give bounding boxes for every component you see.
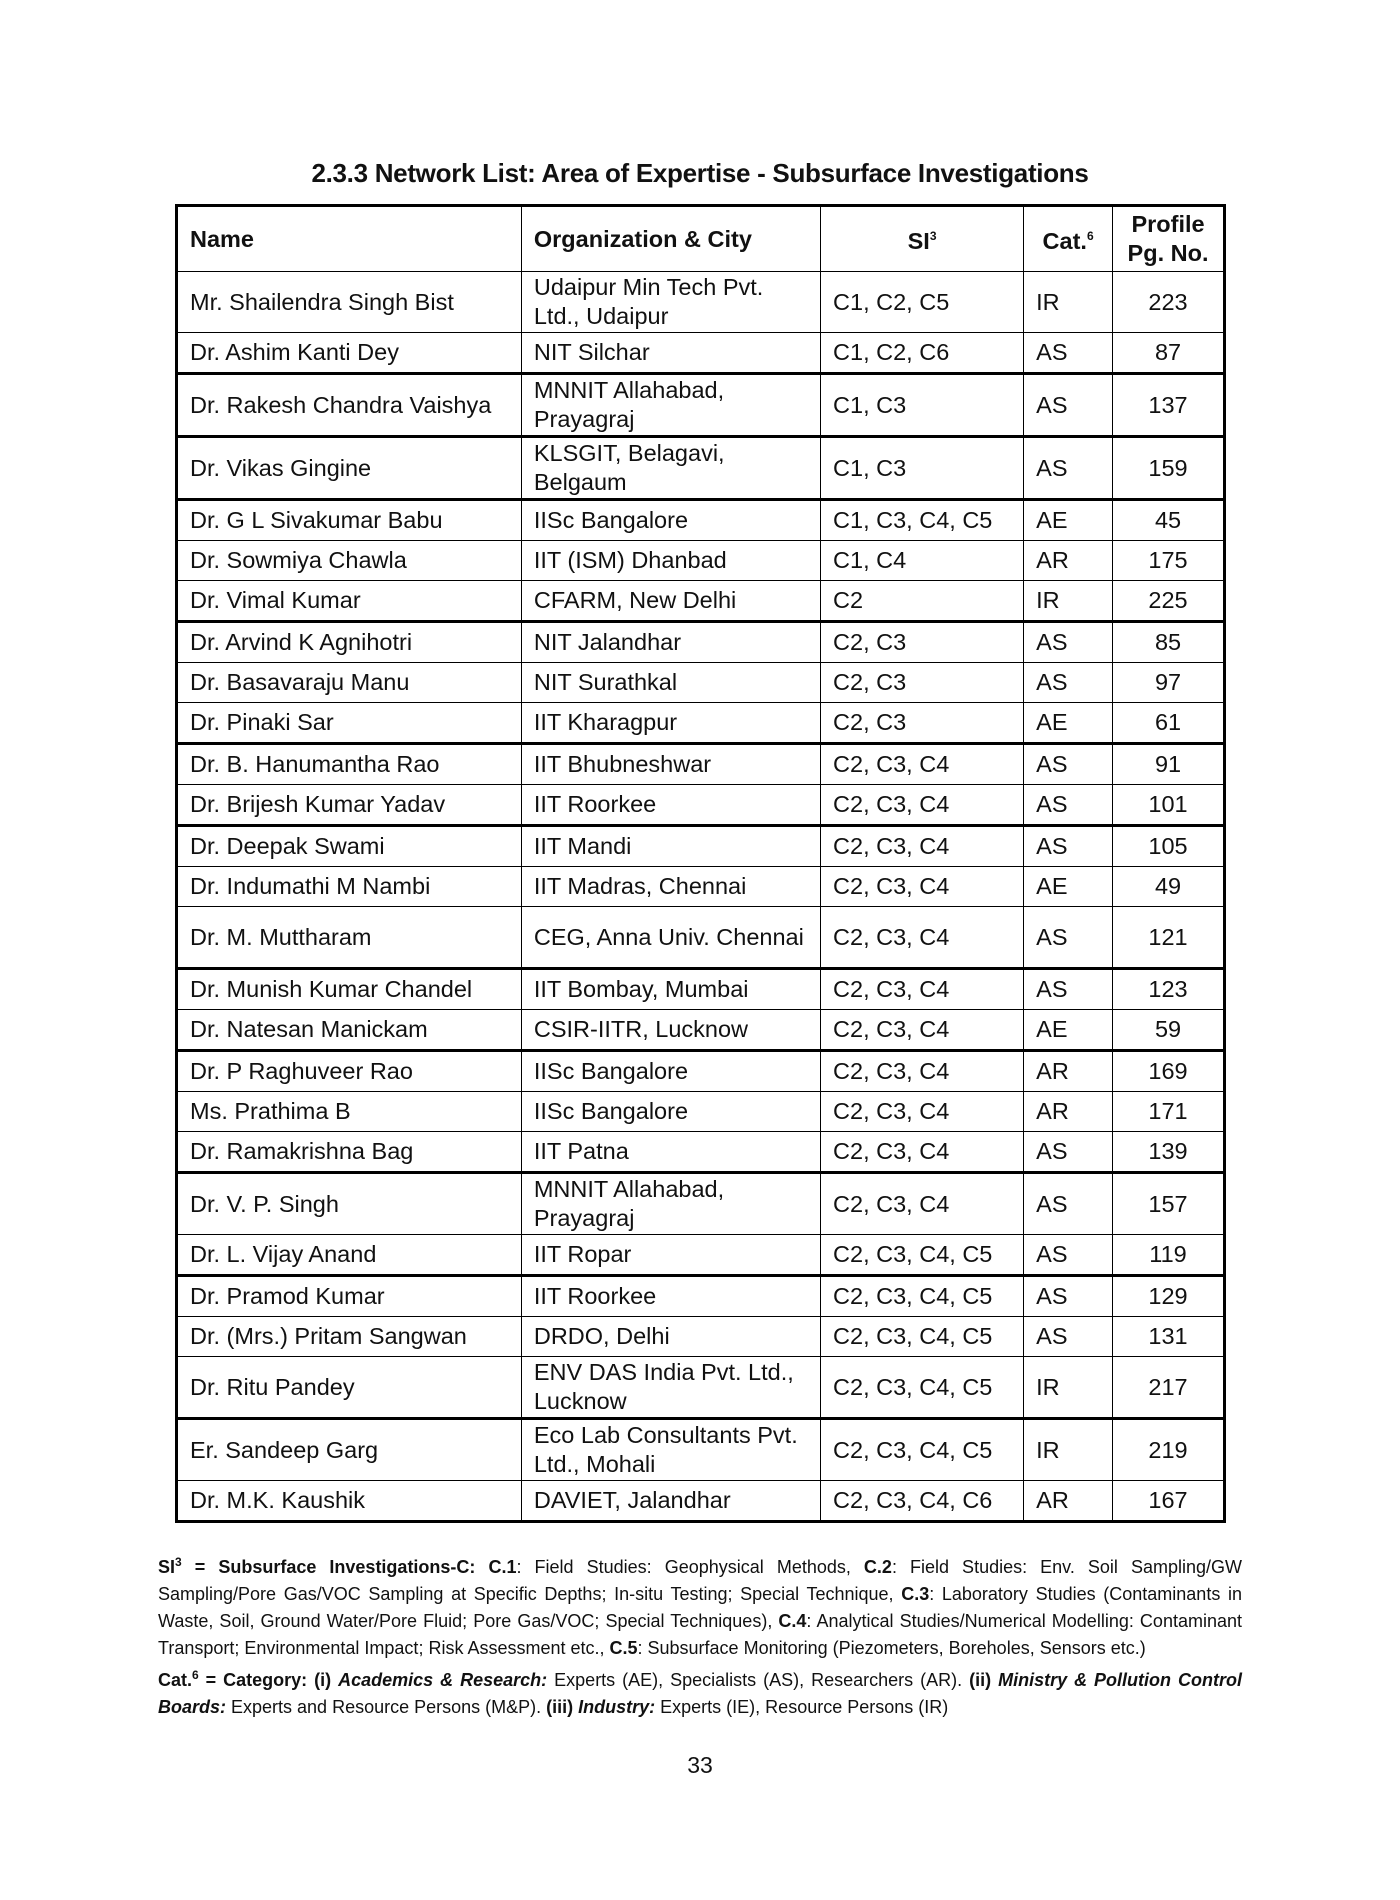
cell-profile-page: 157 [1113, 1173, 1225, 1235]
table-row [177, 1010, 1225, 1051]
cell-category: AS [1024, 374, 1113, 437]
cell-category: AS [1024, 1276, 1113, 1317]
cell-organization: IIT Ropar [521, 1235, 820, 1276]
cell-category: AR [1024, 1481, 1113, 1522]
cell-organization: MNNIT Allahabad, Prayagraj [521, 1173, 820, 1235]
cell-si: C1, C3 [821, 437, 1024, 500]
table-row [177, 907, 1225, 969]
table-row [177, 374, 1225, 437]
cell-category: AE [1024, 703, 1113, 744]
cell-category: AS [1024, 907, 1113, 969]
table-row [177, 333, 1225, 374]
cell-category: AS [1024, 1235, 1113, 1276]
cell-organization: Eco Lab Consultants Pvt. Ltd., Mohali [521, 1419, 820, 1481]
page-number: 33 [687, 1752, 713, 1778]
cell-profile-page: 169 [1113, 1051, 1225, 1092]
cell-name: Dr. Indumathi M Nambi [177, 867, 522, 907]
cell-profile-page: 223 [1113, 272, 1225, 333]
cell-category: AE [1024, 1010, 1113, 1051]
table-row [177, 1132, 1225, 1173]
cell-organization: IIT Kharagpur [521, 703, 820, 744]
cell-name: Dr. M.K. Kaushik [177, 1481, 522, 1522]
table-row [177, 703, 1225, 744]
table-row [177, 663, 1225, 703]
cell-category: AS [1024, 969, 1113, 1010]
cell-name: Dr. Pramod Kumar [177, 1276, 522, 1317]
table-row [177, 500, 1225, 541]
cell-category: AS [1024, 333, 1113, 374]
cell-profile-page: 87 [1113, 333, 1225, 374]
cell-name: Dr. Ramakrishna Bag [177, 1132, 522, 1173]
table-row [177, 622, 1225, 663]
cell-category: IR [1024, 1419, 1113, 1481]
cell-organization: IIT Roorkee [521, 1276, 820, 1317]
cell-organization: NIT Jalandhar [521, 622, 820, 663]
cell-profile-page: 225 [1113, 581, 1225, 622]
cell-si: C2, C3, C4, C6 [821, 1481, 1024, 1522]
cell-si: C2, C3 [821, 703, 1024, 744]
cell-organization: IISc Bangalore [521, 1092, 820, 1132]
cell-name: Dr. M. Muttharam [177, 907, 522, 969]
footnotes [158, 1549, 1242, 1721]
cell-profile-page: 121 [1113, 907, 1225, 969]
cell-name: Dr. Ashim Kanti Dey [177, 333, 522, 374]
cell-si: C2, C3, C4, C5 [821, 1276, 1024, 1317]
cell-category: IR [1024, 581, 1113, 622]
table-row [177, 581, 1225, 622]
cell-organization: DAVIET, Jalandhar [521, 1481, 820, 1522]
cell-profile-page: 131 [1113, 1317, 1225, 1357]
cell-name: Dr. P Raghuveer Rao [177, 1051, 522, 1092]
table-row [177, 1173, 1225, 1235]
cell-organization: NIT Silchar [521, 333, 820, 374]
cell-organization: IISc Bangalore [521, 500, 820, 541]
cell-organization: Udaipur Min Tech Pvt. Ltd., Udaipur [521, 272, 820, 333]
table-row [177, 744, 1225, 785]
cell-name: Dr. Deepak Swami [177, 826, 522, 867]
table-row [177, 1235, 1225, 1276]
table-row [177, 1317, 1225, 1357]
cell-organization: CEG, Anna Univ. Chennai [521, 907, 820, 969]
cell-profile-page: 139 [1113, 1132, 1225, 1173]
cell-si: C2, C3, C4 [821, 744, 1024, 785]
cell-name: Mr. Shailendra Singh Bist [177, 272, 522, 333]
cell-profile-page: 85 [1113, 622, 1225, 663]
cell-profile-page: 105 [1113, 826, 1225, 867]
cell-category: AS [1024, 1173, 1113, 1235]
cell-organization: IIT Bhubneshwar [521, 744, 820, 785]
cell-si: C2, C3, C4, C5 [821, 1419, 1024, 1481]
cell-category: AS [1024, 1317, 1113, 1357]
cell-si: C2, C3, C4 [821, 969, 1024, 1010]
cell-name: Dr. Basavaraju Manu [177, 663, 522, 703]
cell-si: C1, C3, C4, C5 [821, 500, 1024, 541]
category-footnote: Cat.$^6$ = Category: (i) Academics & Research: Experts (AE), Specialists (AS), Researchers (AR). (ii) Ministry & Pollution Control Boards: Experts and Resource Persons (M&P). (iii) Industry: Experts (IE), Resource Persons (IR) [158, 1668, 1242, 1717]
table-row [177, 826, 1225, 867]
cell-si: C2, C3, C4 [821, 1173, 1024, 1235]
cell-si: C2 [821, 581, 1024, 622]
header-category: Cat.$^6$ [1024, 206, 1113, 272]
cell-organization: ENV DAS India Pvt. Ltd., Lucknow [521, 1357, 820, 1419]
cell-si: C2, C3, C4, C5 [821, 1235, 1024, 1276]
cell-name: Dr. V. P. Singh [177, 1173, 522, 1235]
cell-si: C2, C3, C4 [821, 907, 1024, 969]
cell-si: C1, C2, C6 [821, 333, 1024, 374]
table-row [177, 1419, 1225, 1481]
cell-category: AS [1024, 437, 1113, 500]
cell-si: C1, C4 [821, 541, 1024, 581]
cell-si: C2, C3, C4 [821, 826, 1024, 867]
cell-si: C1, C2, C5 [821, 272, 1024, 333]
cell-name: Dr. (Mrs.) Pritam Sangwan [177, 1317, 522, 1357]
cell-category: AS [1024, 622, 1113, 663]
header-profile-page: Profile Pg. No. [1113, 206, 1225, 272]
table-row [177, 272, 1225, 333]
cell-si: C2, C3, C4 [821, 867, 1024, 907]
cell-name: Dr. B. Hanumantha Rao [177, 744, 522, 785]
cell-profile-page: 49 [1113, 867, 1225, 907]
cell-si: C2, C3, C4 [821, 785, 1024, 826]
cell-profile-page: 137 [1113, 374, 1225, 437]
cell-profile-page: 175 [1113, 541, 1225, 581]
cell-organization: KLSGIT, Belagavi, Belgaum [521, 437, 820, 500]
cell-category: AE [1024, 500, 1113, 541]
cell-name: Dr. G L Sivakumar Babu [177, 500, 522, 541]
cell-profile-page: 129 [1113, 1276, 1225, 1317]
cell-profile-page: 97 [1113, 663, 1225, 703]
cell-name: Dr. Pinaki Sar [177, 703, 522, 744]
header-name: Name [177, 206, 522, 272]
cell-organization: DRDO, Delhi [521, 1317, 820, 1357]
cell-profile-page: 123 [1113, 969, 1225, 1010]
cell-profile-page: 219 [1113, 1419, 1225, 1481]
cell-category: AE [1024, 867, 1113, 907]
cell-name: Ms. Prathima B [177, 1092, 522, 1132]
cell-name: Dr. Rakesh Chandra Vaishya [177, 374, 522, 437]
cell-si: C2, C3 [821, 622, 1024, 663]
cell-name: Er. Sandeep Garg [177, 1419, 522, 1481]
cell-si: C2, C3, C4 [821, 1010, 1024, 1051]
cell-profile-page: 159 [1113, 437, 1225, 500]
cell-organization: IIT Patna [521, 1132, 820, 1173]
cell-profile-page: 119 [1113, 1235, 1225, 1276]
cell-name: Dr. Brijesh Kumar Yadav [177, 785, 522, 826]
cell-name: Dr. Vikas Gingine [177, 437, 522, 500]
cell-si: C2, C3, C4, C5 [821, 1317, 1024, 1357]
cell-profile-page: 171 [1113, 1092, 1225, 1132]
table-header-row [177, 206, 1225, 272]
cell-si: C2, C3, C4, C5 [821, 1357, 1024, 1419]
cell-organization: IIT Mandi [521, 826, 820, 867]
cell-name: Dr. Vimal Kumar [177, 581, 522, 622]
cell-category: AR [1024, 1092, 1113, 1132]
cell-category: AS [1024, 826, 1113, 867]
table-row [177, 541, 1225, 581]
cell-organization: IISc Bangalore [521, 1051, 820, 1092]
table-row [177, 1051, 1225, 1092]
table-row [177, 785, 1225, 826]
cell-profile-page: 45 [1113, 500, 1225, 541]
cell-category: IR [1024, 1357, 1113, 1419]
cell-organization: IIT (ISM) Dhanbad [521, 541, 820, 581]
table-row [177, 437, 1225, 500]
cell-organization: IIT Madras, Chennai [521, 867, 820, 907]
cell-profile-page: 61 [1113, 703, 1225, 744]
cell-profile-page: 101 [1113, 785, 1225, 826]
cell-category: AS [1024, 785, 1113, 826]
cell-organization: MNNIT Allahabad, Prayagraj [521, 374, 820, 437]
cell-organization: NIT Surathkal [521, 663, 820, 703]
table-row [177, 1481, 1225, 1522]
cell-category: AS [1024, 663, 1113, 703]
cell-category: AR [1024, 541, 1113, 581]
si-footnote: $SI^3$ = Subsurface Investigations-C: C.1: Field Studies: Geophysical Methods, C.2: Field Studies: Env. Soil Sampling/GW Sampling/Pore Gas/VOC Sampling at Specific Depths; In-situ Testing; Special Technique, C.3: Laboratory Studies (Contaminants in Waste, Soil, Ground Water/Pore Fluid; Pore Gas/VOC; Special Techniques), C.4: Analytical Studies/Numerical Modelling: Contaminant Transport; Environmental Impact; Risk Assessment etc., C.5: Subsurface Monitoring (Piezometers, Boreholes, Sensors etc.) [158, 1555, 1242, 1658]
cell-name: Dr. Natesan Manickam [177, 1010, 522, 1051]
cell-name: Dr. L. Vijay Anand [177, 1235, 522, 1276]
cell-si: C2, C3 [821, 663, 1024, 703]
cell-profile-page: 217 [1113, 1357, 1225, 1419]
cell-si: C2, C3, C4 [821, 1132, 1024, 1173]
table-row [177, 969, 1225, 1010]
cell-profile-page: 167 [1113, 1481, 1225, 1522]
cell-si: C2, C3, C4 [821, 1051, 1024, 1092]
cell-si: C2, C3, C4 [821, 1092, 1024, 1132]
table-row [177, 1357, 1225, 1419]
cell-name: Dr. Sowmiya Chawla [177, 541, 522, 581]
table-row [177, 1276, 1225, 1317]
cell-category: AR [1024, 1051, 1113, 1092]
cell-organization: IIT Bombay, Mumbai [521, 969, 820, 1010]
header-organization: Organization & City [521, 206, 820, 272]
table-row [177, 867, 1225, 907]
header-si: $SI^3$ [821, 206, 1024, 272]
table-body [177, 272, 1225, 1522]
cell-organization: CSIR-IITR, Lucknow [521, 1010, 820, 1051]
cell-organization: CFARM, New Delhi [521, 581, 820, 622]
cell-name: Dr. Ritu Pandey [177, 1357, 522, 1419]
network-list-table [175, 204, 1226, 1523]
cell-name: Dr. Arvind K Agnihotri [177, 622, 522, 663]
cell-si: C1, C3 [821, 374, 1024, 437]
cell-category: AS [1024, 744, 1113, 785]
cell-organization: IIT Roorkee [521, 785, 820, 826]
cell-profile-page: 59 [1113, 1010, 1225, 1051]
cell-name: Dr. Munish Kumar Chandel [177, 969, 522, 1010]
cell-category: IR [1024, 272, 1113, 333]
cell-profile-page: 91 [1113, 744, 1225, 785]
cell-category: AS [1024, 1132, 1113, 1173]
page-title: 2.3.3 Network List: Area of Expertise - Subsurface Investigations [311, 158, 1089, 188]
table-row [177, 1092, 1225, 1132]
